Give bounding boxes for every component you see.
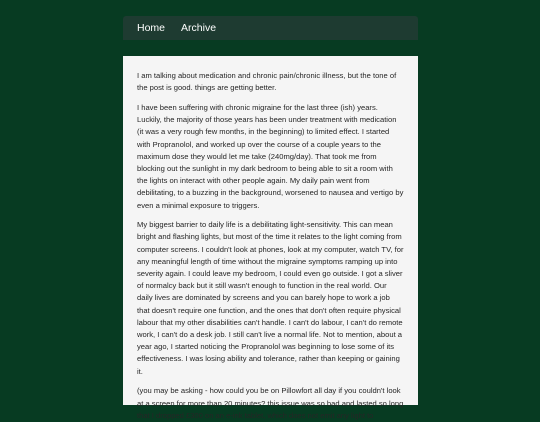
post-card — [123, 56, 418, 420]
nav-home-link[interactable]: Home — [137, 22, 166, 34]
post-paragraph-3: My biggest barrier to daily life is a debilitating light-sensitivity. This can mean bright and flashing lights, but most of the time it relates to the light coming from computer screens. I couldn't look at phones, look at my computer, watch TV, for any meaningful length of time without the migraine symptoms ramping up into severity again. I could leave my bedroom, I could even go outside. I got a sliver of normalcy back but it still wasn't enough to function in the real world. Our daily lives are dominated by screens and you can barely hope to work a job that doesn't require one function, and the ones that don't often require physical labour that my other disabilities can't handle. I can't do labour, I can't do remote work, I can't do a desk job. I still can't live a normal life. Not to mention, about a year ago, I started noticing the Propranolol was beginning to lose some of its effectiveness. I was losing ability and tolerance, rather than keeping or gaining it. — [137, 220, 404, 376]
post-paragraph-4: (you may be asking - how could you be on Pillowfort all day if you couldn't look at a screen for more than 20 minutes? this issue was so bad and lasted so long that I dropped £300 on an e-ink tablet, which does not emit any light to — [137, 386, 404, 420]
top-navbar — [123, 16, 418, 40]
post-paragraph-2: I have been suffering with chronic migraine for the last three (ish) years. Luckily, the majority of those years has been under treatment with medication (it was a very rough few months, in the beginning) to limited effect. I started with Propranolol, and worked up over the course of a couple years to the maximum dose they would let me take (240mg/day). That took me from blocking out the sunlight in my dark bedroom to being able to sit a room with the lights on interact with other people again. My daily pain went from debilitating, to a buzzing in the background, worsened to nausea and vertigo by even a minimal exposure to triggers. — [137, 102, 404, 210]
nav-archive-link[interactable]: Archive — [181, 22, 217, 34]
spacer — [123, 40, 418, 56]
page-container — [123, 16, 418, 420]
post-paragraph-1: I am talking about medication and chronic pain/chronic illness, but the tone of the post is good. things are getting better. — [137, 71, 397, 93]
post-body — [137, 70, 404, 422]
